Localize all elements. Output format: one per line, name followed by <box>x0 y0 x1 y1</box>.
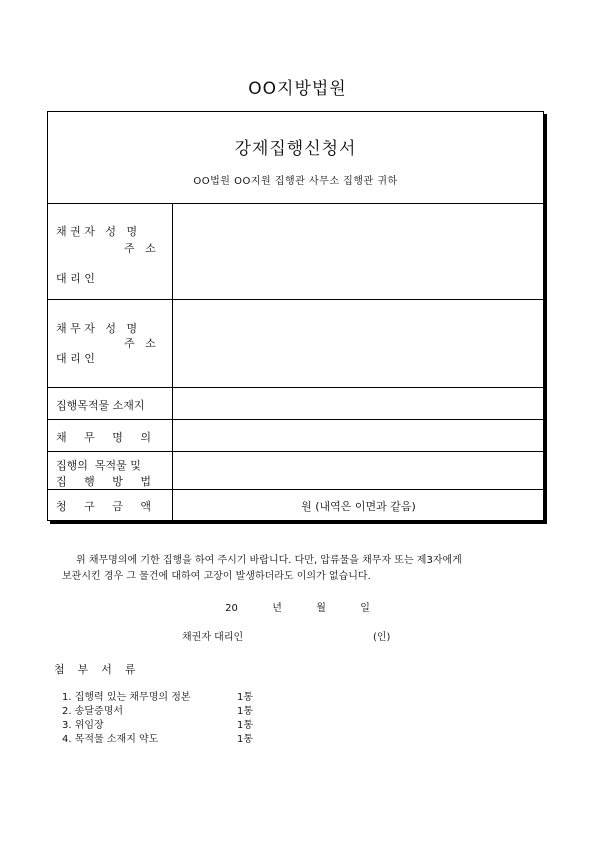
attachment-qty: 1통 <box>237 692 254 703</box>
creditor-row <box>48 203 543 300</box>
attachments-list <box>62 688 262 744</box>
amount-value: 원 (내역은 이면과 같음) <box>301 500 416 513</box>
debtor-name-label: 채 무 자 성 명 <box>56 322 138 335</box>
creditor-name-label: 채 권 자 성 명 <box>56 225 138 238</box>
debtor-address-label: 주 소 <box>124 337 156 350</box>
debtor-row <box>48 300 543 388</box>
location-label: 집행목적물 소재지 <box>56 399 145 412</box>
location-row <box>48 388 543 420</box>
request-line-2: 보관시킨 경우 그 물건에 대하여 고장이 발생하더라도 이의가 없습니다. <box>62 571 371 582</box>
signature-seal: (인) <box>373 632 391 643</box>
request-line-1: 위 채무명의에 기한 집행을 하여 주시기 바랍니다. 다만, 압류물을 채무자 또는 제3자에게 <box>76 555 462 566</box>
attachments-title: 첨부서류 <box>54 663 149 676</box>
method-label-2: 집 행 방 법 <box>56 475 151 488</box>
amount-row <box>48 490 543 521</box>
attachment-qty: 1통 <box>237 720 254 731</box>
title-of-debt-row <box>48 420 543 452</box>
attachment-qty: 1통 <box>237 706 254 717</box>
title-of-debt-label: 채 무 명 의 <box>56 431 151 444</box>
attachment-name: 3. 위임장 <box>62 720 104 731</box>
attachment-name: 2. 송달증명서 <box>62 706 124 717</box>
creditor-address-label: 주 소 <box>124 242 156 255</box>
addressee: OO법원 OO지원 집행관 사무소 집행관 귀하 <box>193 176 398 187</box>
creditor-agent-label: 대 리 인 <box>56 272 95 285</box>
attachment-qty: 1통 <box>237 734 254 745</box>
attachment-item <box>62 716 262 730</box>
amount-label: 청 구 금 액 <box>56 500 151 513</box>
method-row <box>48 452 543 490</box>
court-name: OO지방법원 <box>248 79 347 99</box>
signature-label: 채권자 대리인 <box>182 632 244 643</box>
attachment-item <box>62 730 262 744</box>
date-line: 20 년 월 일 <box>225 603 370 614</box>
attachment-item <box>62 688 262 702</box>
application-form <box>47 111 544 521</box>
attachment-item <box>62 702 262 716</box>
request-paragraph <box>54 553 544 585</box>
debtor-agent-label: 대 리 인 <box>56 352 95 365</box>
column-divider <box>172 203 173 521</box>
attachment-name: 4. 목적물 소재지 약도 <box>62 734 159 745</box>
method-label-1: 집행의 목적물 및 <box>56 459 141 472</box>
form-title: 강제집행신청서 <box>234 139 357 159</box>
form-title-block <box>48 112 543 204</box>
attachment-name: 1. 집행력 있는 채무명의 정본 <box>62 692 191 703</box>
